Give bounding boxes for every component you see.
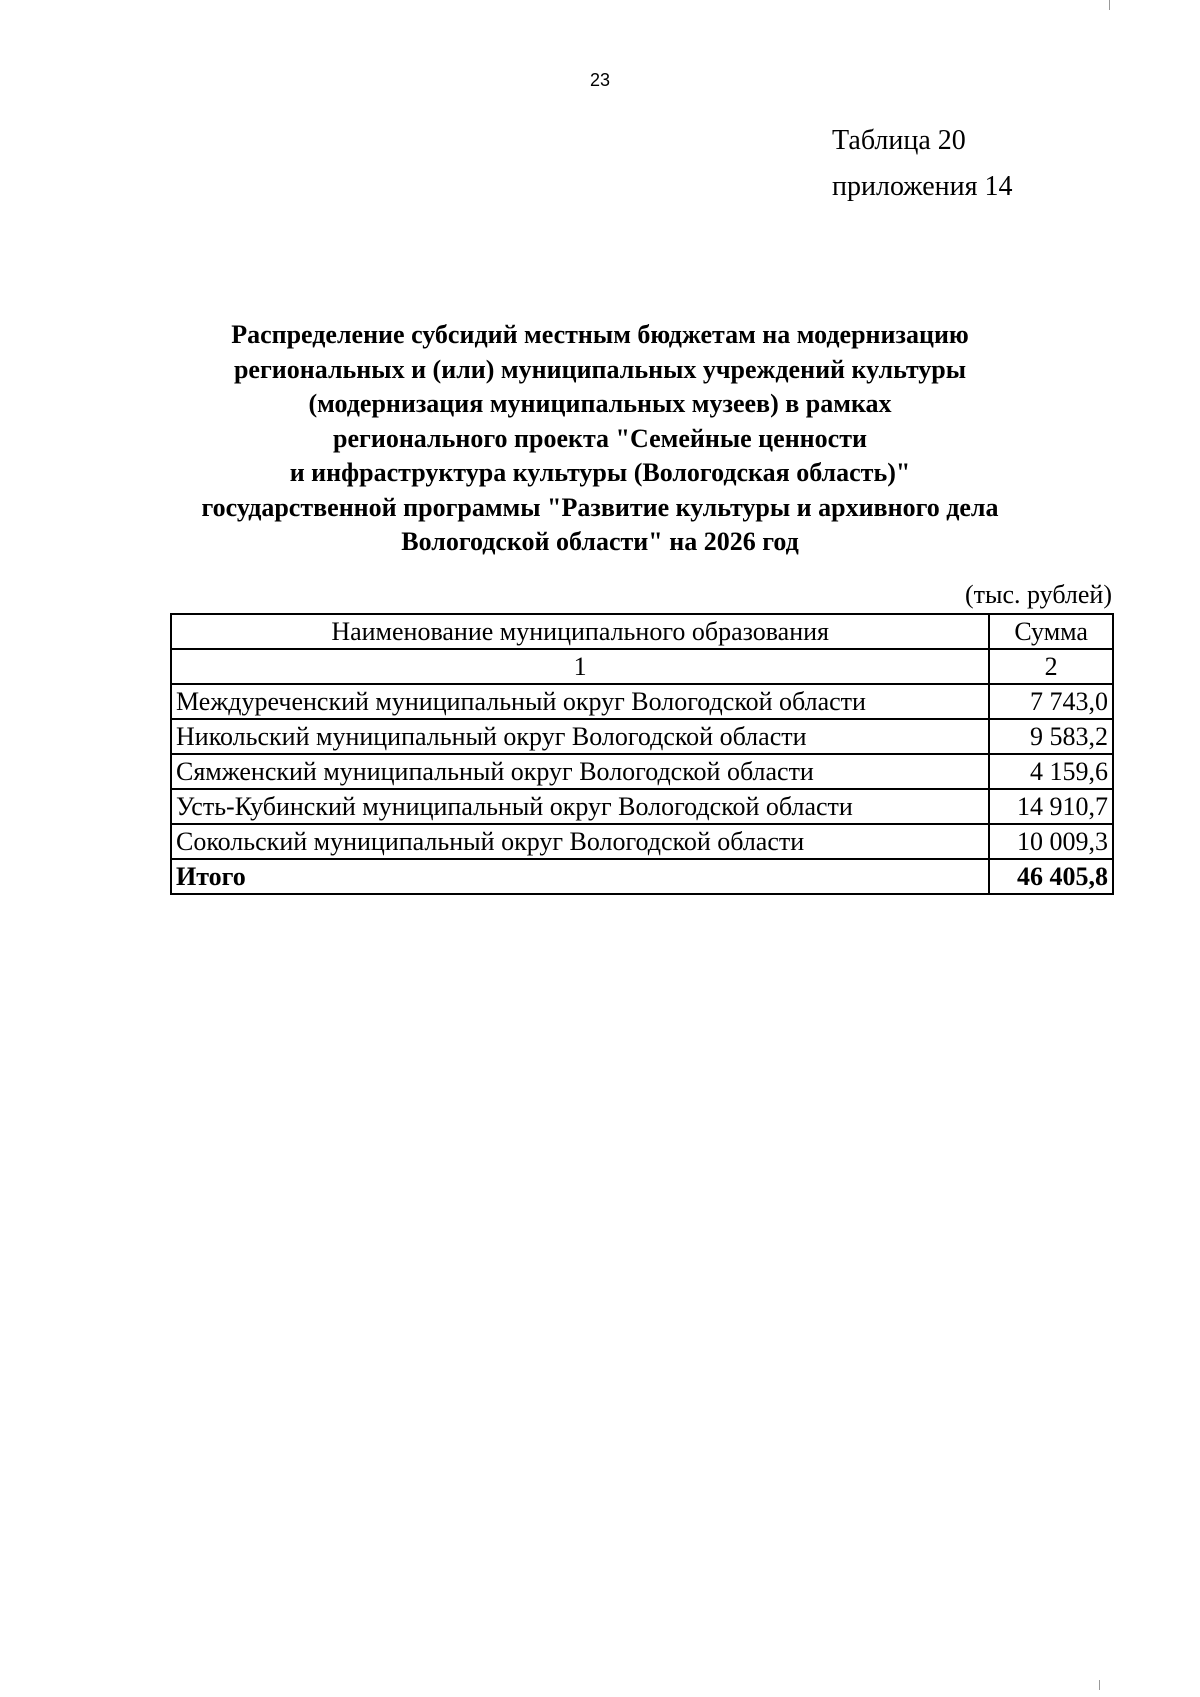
title-line: Вологодской области" на 2026 год	[401, 527, 799, 556]
annex-reference	[832, 118, 1013, 210]
annex-appendix-label: приложения 14	[832, 171, 1013, 202]
table-row	[171, 824, 1113, 859]
scan-mark	[1099, 1680, 1100, 1690]
amount-value: 14 910,7	[989, 789, 1113, 824]
amount-value: 4 159,6	[989, 754, 1113, 789]
municipality-name: Сокольский муниципальный округ Вологодской области	[171, 824, 989, 859]
title-line: государственной программы "Развитие культуры и архивного дела	[201, 492, 999, 522]
title-line: (модернизация муниципальных музеев) в рамках	[308, 389, 892, 418]
subsidy-table	[170, 613, 1114, 895]
table-row	[171, 754, 1113, 789]
table-row	[171, 719, 1113, 754]
amount-value: 7 743,0	[989, 684, 1113, 719]
total-label: Итого	[171, 859, 989, 894]
amount-value: 9 583,2	[989, 719, 1113, 754]
municipality-name: Междуреченский муниципальный округ Вологодской области	[171, 684, 989, 719]
municipality-name: Усть-Кубинский муниципальный округ Вологодской области	[171, 789, 989, 824]
header-name: Наименование муниципального образования	[171, 614, 989, 649]
table-header-row	[171, 614, 1113, 649]
table-row	[171, 789, 1113, 824]
title-line: Распределение субсидий местным бюджетам на модернизацию	[231, 320, 969, 349]
column-number: 2	[989, 649, 1113, 684]
municipality-name: Никольский муниципальный округ Вологодской области	[171, 719, 989, 754]
units-note: (тыс. рублей)	[964, 580, 1112, 609]
column-number: 1	[171, 649, 989, 684]
annex-table-label: Таблица 20	[832, 125, 966, 156]
header-amount: Сумма	[989, 614, 1113, 649]
document-title	[150, 318, 1050, 560]
municipality-name: Сямженский муниципальный округ Вологодской области	[171, 754, 989, 789]
page-number: 23	[589, 70, 611, 90]
total-amount: 46 405,8	[989, 859, 1113, 894]
total-row	[171, 859, 1113, 894]
title-line: региональных и (или) муниципальных учреждений культуры	[233, 354, 967, 384]
scan-mark	[1109, 0, 1110, 10]
title-line: и инфраструктура культуры (Вологодская область)"	[289, 458, 911, 487]
table-row	[171, 684, 1113, 719]
column-number-row	[171, 649, 1113, 684]
title-line: регионального проекта "Семейные ценности	[333, 423, 867, 453]
amount-value: 10 009,3	[989, 824, 1113, 859]
